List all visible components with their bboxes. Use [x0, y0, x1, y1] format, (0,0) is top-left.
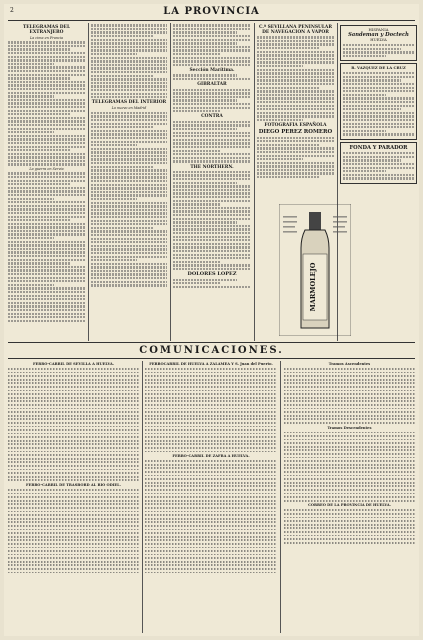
newspaper-page — [4, 4, 419, 636]
article-text — [257, 36, 334, 121]
fonda-ad — [340, 142, 417, 184]
timetable-column-2 — [145, 361, 277, 633]
article-text — [8, 41, 85, 165]
photographer-name: DIEGO PEREZ ROMERO — [258, 129, 333, 136]
sevilla-huelva-heading: FERRO-CARRIL DE SEVILLA A HUELVA. — [32, 362, 115, 366]
timetable-rows — [284, 368, 415, 424]
hispania-ad — [340, 25, 417, 61]
photography-heading: FOTOGRAFIA ESPAÑOLA — [264, 123, 327, 129]
page-number: 2 — [10, 7, 14, 14]
provincial-mail-heading: CORREO DE LA PROVINCIA DE HUELVA. — [308, 503, 391, 508]
ascending-trains-heading: Tramos Ascendentes — [328, 362, 371, 366]
timetable-rows — [8, 368, 139, 481]
ad-text — [343, 44, 414, 57]
timetable-rows — [284, 509, 415, 543]
maritime-section-heading: Sección Marítima. — [189, 68, 235, 74]
ad-text — [173, 279, 251, 288]
timetable-rows — [8, 489, 139, 573]
price-list — [173, 24, 251, 66]
column-divider — [254, 23, 255, 341]
column-5 — [340, 23, 417, 341]
zafra-heading: FERRO-CARRIL DE ZAFRA A HUELVA. — [172, 454, 250, 459]
comunicaciones-title: COMUNICACIONES. — [139, 345, 284, 356]
column-3 — [173, 23, 251, 341]
madrid-subheading: Lo nuevo en Madrid — [111, 106, 147, 111]
timetable-rows — [145, 460, 277, 573]
timetable-rows — [145, 368, 277, 452]
article-text — [257, 137, 334, 179]
column-divider — [88, 23, 89, 341]
zalamea-heading: FERROCARRIL DE HUELVA A ZALAMEA Y S. Juan del Puerto. — [149, 362, 273, 366]
article-text — [91, 112, 167, 287]
column-divider — [170, 23, 171, 341]
fonda-title: FONDA Y PARADOR — [349, 144, 408, 151]
dolores-lopez-ad: DOLORES LOPEZ — [187, 271, 237, 278]
contra-heading: CONTRA — [201, 114, 223, 120]
france-subheading: La cima en Francia — [29, 36, 64, 40]
trasbordo-heading: FERRO-CARRIL DE TRASBORD AL RIO ODIEL. — [26, 483, 121, 487]
timetable-column-3 — [284, 361, 415, 633]
table-text — [173, 121, 251, 163]
foreign-telegrams-heading: TELEGRAMAS DEL EXTRANJERO — [22, 25, 71, 35]
article-text — [8, 172, 85, 322]
bottle-label: MARMOLEJO — [309, 262, 317, 312]
domestic-telegrams-heading: TELEGRAMAS DEL INTERIOR — [91, 100, 167, 106]
masthead — [4, 7, 419, 19]
gibraltar-heading: GIBRALTAR — [197, 82, 227, 88]
section-rule — [8, 358, 415, 359]
section-rule — [8, 342, 415, 343]
timetable-column-1 — [8, 361, 139, 633]
navigation-company-heading: C.ª SEVILLANA PENINSULAR DE NAVEGACION A VAPOR — [259, 25, 332, 35]
column-divider — [142, 361, 143, 633]
article-text — [173, 74, 251, 80]
vazquez-name: R. VAZQUEZ DE LA CRUZ — [351, 65, 406, 71]
article-text — [173, 89, 251, 113]
article-text — [91, 24, 167, 98]
column-2 — [91, 23, 167, 341]
descending-trains-heading: Tramos Descendentes — [327, 425, 372, 430]
ad-text — [343, 152, 414, 179]
huelva-label: HUELVA — [370, 37, 387, 43]
serbia-subheading: La guerra en Servia — [29, 167, 64, 172]
column-1 — [8, 23, 85, 341]
northern-heading: THE NORTHERN. — [190, 164, 234, 170]
masthead-rule — [8, 20, 415, 21]
vazquez-ad — [340, 63, 417, 139]
ad-text — [343, 72, 414, 135]
article-text — [173, 171, 251, 270]
timetable-rows — [284, 432, 415, 502]
hispania-title: HISPANIA — [368, 27, 389, 32]
newspaper-title: LA PROVINCIA — [163, 6, 260, 17]
column-divider — [280, 361, 281, 633]
sandeman-name: Sandeman y Doctech — [348, 32, 409, 39]
